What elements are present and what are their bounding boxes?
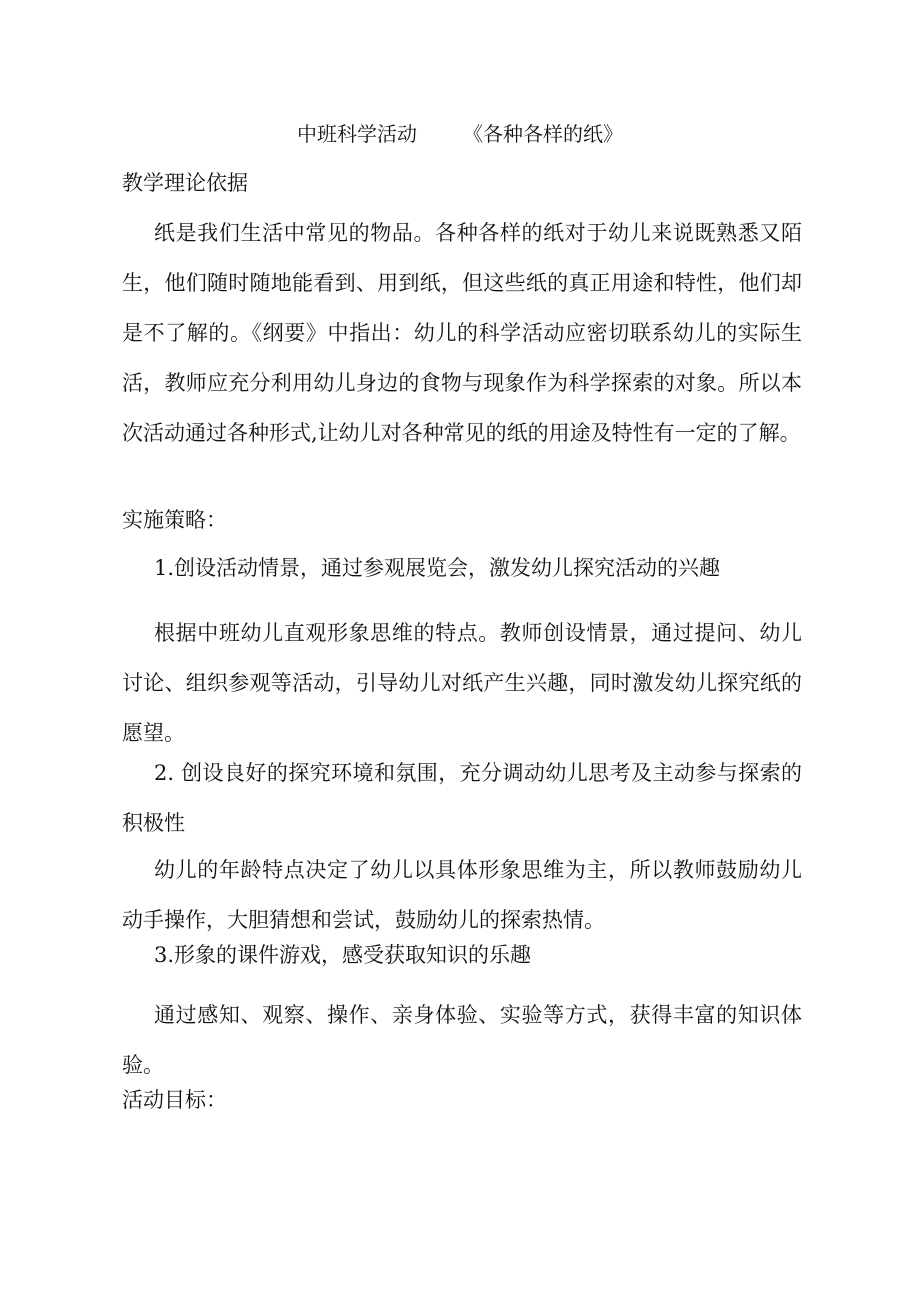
paragraph-basis: 纸是我们生活中常见的物品。各种各样的纸对于幼儿来说既熟悉又陌生，他们随时随地能看到、用到纸，但这些纸的真正用途和特性，他们却是不了解的。《纲要》中指出：幼儿的科学活动应密切联系幼儿的实际生活，教师应充分利用幼儿身边的食物与现象作为科学探索的对象。所以本次活动通过各种形式,让幼儿对各种常见的纸的用途及特性有一定的了解。 [122, 221, 802, 445]
strategy-paragraph-3: 通过感知、观察、操作、亲身体验、实验等方式，获得丰富的知识体验。 [122, 1003, 802, 1077]
document-title [0, 118, 920, 150]
strategy-paragraph-2: 幼儿的年龄特点决定了幼儿以具体形象思维为主，所以教师鼓励幼儿动手操作，大胆猜想和尝试，鼓励幼儿的探索热情。 [122, 858, 802, 932]
title-activity: 中班科学活动 [297, 122, 417, 146]
title-topic: 《各种各样的纸》 [463, 122, 623, 146]
strategy-item-3: 3.形象的课件游戏，感受获取知识的乐趣 [154, 943, 532, 967]
strategy-paragraph-1: 根据中班幼儿直观形象思维的特点。教师创设情景，通过提问、幼儿讨论、组织参观等活动，引导幼儿对纸产生兴趣，同时激发幼儿探究纸的愿望。 [122, 621, 802, 745]
strategy-item-1: 1.创设活动情景，通过参观展览会，激发幼儿探究活动的兴趣 [154, 556, 721, 580]
section-heading-strategy: 实施策略： [122, 508, 227, 532]
section-heading-basis: 教学理论依据 [122, 171, 248, 195]
strategy-item-2: 2. 创设良好的探究环境和氛围，充分调动幼儿思考及主动参与探索的积极性 [122, 761, 802, 835]
section-heading-goals: 活动目标： [122, 1088, 227, 1112]
